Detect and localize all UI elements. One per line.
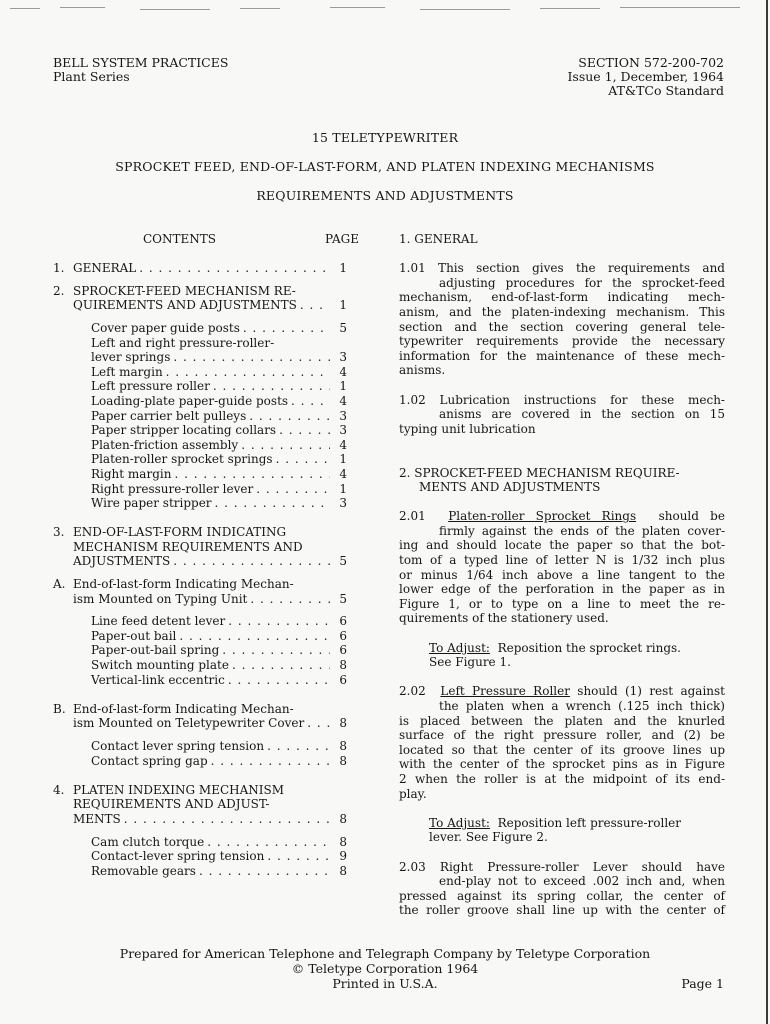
toc-entry-sprocket-feed-cont: QUIREMENTS AND ADJUSTMENTS . . . 1 xyxy=(53,298,347,313)
doc-title-line3: REQUIREMENTS AND ADJUSTMENTS xyxy=(256,188,514,203)
toc-item: Removable gears . . . 8 xyxy=(53,864,347,879)
toc-item: Right pressure-roller lever . . . 1 xyxy=(53,482,347,497)
prepared-for-line: Prepared for American Telephone and Telegraph Company by Teletype Corporation xyxy=(119,946,651,961)
toc-entry-platen-indexing: 4. PLATEN INDEXING MECHANISM xyxy=(53,782,285,797)
printed-line: Printed in U.S.A. xyxy=(332,976,438,991)
table-of-contents xyxy=(53,232,359,878)
p201-first-line: 2.01 Platen-roller Sprocket Rings should be xyxy=(399,509,725,524)
toc-item: Cover paper guide posts . . . 5 xyxy=(53,321,347,336)
toc-entry-end-of-last-form-cont: MECHANISM REQUIREMENTS AND xyxy=(73,539,303,554)
toc-item: Platen-roller sprocket springs . . . 1 xyxy=(53,452,347,467)
toc-item: Left and right pressure-roller- xyxy=(91,335,275,350)
p201-adjust-cont: See Figure 1. xyxy=(429,655,511,670)
toc-item: Cam clutch torque . . . 8 xyxy=(53,835,347,850)
left-pressure-roller-term: Left Pressure Roller xyxy=(440,684,570,699)
doc-title-line1: 15 TELETYPEWRITER xyxy=(311,130,459,145)
toc-item: Switch mounting plate . . . 8 xyxy=(53,658,347,673)
page-heading: PAGE xyxy=(325,232,359,246)
plant-series-label: Plant Series xyxy=(53,69,130,84)
contents-heading: CONTENTS xyxy=(143,232,217,246)
toc-item: Left pressure roller . . . 1 xyxy=(53,379,347,394)
toc-entry-teletypewriter-cover-cont: ism Mounted on Teletypewriter Cover . . . 8 xyxy=(53,716,347,731)
toc-item: Loading-plate paper-guide posts . . . 4 xyxy=(53,394,347,409)
toc-heading-row xyxy=(53,232,359,247)
paragraph-2-01: 2.01 Platen-roller Sprocket Rings should be firmly against the ends of the platen cover- ing and should locate the paper so that the bot- tom of a typed line of letter N is 1/32 inch plus or minus 1/64 inch above a line tangent to the lower edge of the perforation in the paper as in Figure 1, or to type on a line to meet the re- quirements of the stationery used. xyxy=(399,509,725,626)
footer xyxy=(0,946,770,991)
section-2-heading-cont: MENTS AND ADJUSTMENTS xyxy=(419,480,601,495)
toc-entry-sprocket-feed: 2. SPROCKET-FEED MECHANISM RE- xyxy=(53,283,296,298)
p201-adjust: To Adjust: Reposition the sprocket rings. xyxy=(429,640,681,655)
toc-item: Vertical-link eccentric . . . 6 xyxy=(53,673,347,688)
section-number: SECTION 572-200-702 xyxy=(578,55,724,70)
doc-title-line2: SPROCKET FEED, END-OF-LAST-FORM, AND PLATEN INDEXING MECHANISMS xyxy=(115,159,655,174)
toc-item: Contact-lever spring tension . . . 9 xyxy=(53,849,347,864)
paragraph-2-03: 2.03 Right Pressure-roller Lever should have end-play not to exceed .002 inch and, when pressed against its spring collar, the center of the roller groove shall line up with the center of xyxy=(399,859,725,918)
toc-item: Contact spring gap . . . 8 xyxy=(53,754,347,769)
toc-item: Left margin . . . 4 xyxy=(53,365,347,380)
toc-item: Line feed detent lever . . . 6 xyxy=(53,614,347,629)
issue-date: Issue 1, December, 1964 xyxy=(567,69,724,84)
toc-entry-platen-indexing-cont: REQUIREMENTS AND ADJUST- xyxy=(73,797,270,812)
p202-adjust-cont: lever. See Figure 2. xyxy=(429,830,548,845)
toc-entry-teletypewriter-cover: B. End-of-last-form Indicating Mechan- xyxy=(53,701,294,716)
toc-item: Paper stripper locating collars . . . 3 xyxy=(53,423,347,438)
toc-item: Right margin . . . 4 xyxy=(53,467,347,482)
toc-item: lever springs . . . 3 xyxy=(53,350,347,365)
section-1-heading: 1. GENERAL xyxy=(399,232,478,246)
toc-entry-general: 1. GENERAL . . . 1 xyxy=(53,261,347,276)
p202-adjust: To Adjust: Reposition left pressure-roller xyxy=(429,815,681,830)
section-2-heading: 2. SPROCKET-FEED MECHANISM REQUIRE- xyxy=(399,465,680,480)
toc-item: Wire paper stripper . . . 3 xyxy=(53,496,347,511)
toc-item: Contact lever spring tension . . . 8 xyxy=(53,739,347,754)
page-number: Page 1 xyxy=(681,976,724,991)
toc-entry-typing-unit-cont: ism Mounted on Typing Unit . . . 5 xyxy=(53,592,347,607)
toc-entry-platen-indexing-cont: MENTS . . . 8 xyxy=(53,812,347,827)
bsp-label: BELL SYSTEM PRACTICES xyxy=(53,55,229,70)
paragraph-1-01: 1.01 This section gives the requirements and adjusting procedures for the sprocket-feed mechanism, end-of-last-form indicating mech- anism, and the platen-indexing mechanism. This section and the section covering general tele- typewriter requirements provide the necessary information for the maintenance of these mech- anisms. xyxy=(399,261,725,378)
toc-entry-end-of-last-form: 3. END-OF-LAST-FORM INDICATING xyxy=(53,525,287,540)
standard-label: AT&TCo Standard xyxy=(608,83,724,98)
toc-entry-end-of-last-form-cont: ADJUSTMENTS . . . 5 xyxy=(53,554,347,569)
toc-item: Paper-out bail . . . 6 xyxy=(53,629,347,644)
copyright-line: © Teletype Corporation 1964 xyxy=(291,961,479,976)
paragraph-2-02: 2.02 Left Pressure Roller should (1) rest against the platen when a wrench (.125 inch thick) is placed between the platen and the knurled surface of the right pressure roller, and (2) be located so that the center of its groove lines up with the center of the sprocket pins as in Figure 2 when the roller is at the midpoint of its end- play. xyxy=(399,684,725,801)
toc-item: Paper-out-bail spring . . . 6 xyxy=(53,643,347,658)
p202-first-line: 2.02 Left Pressure Roller should (1) rest against xyxy=(399,684,725,699)
toc-entry-typing-unit: A. End-of-last-form Indicating Mechan- xyxy=(53,577,294,592)
scan-noise xyxy=(0,4,770,14)
platen-roller-term: Platen-roller Sprocket Rings xyxy=(448,509,637,524)
section-info-header xyxy=(567,56,724,98)
page-edge-line xyxy=(766,0,768,1024)
body-text xyxy=(399,232,725,918)
toc-item: Platen-friction assembly . . . 4 xyxy=(53,438,347,453)
toc-item: Paper carrier belt pulleys . . . 3 xyxy=(53,409,347,424)
paragraph-1-02: 1.02 Lubrication instructions for these mech- anisms are covered in the section on 15 typing unit lubrication xyxy=(399,392,725,436)
doc-series-header xyxy=(53,56,228,84)
